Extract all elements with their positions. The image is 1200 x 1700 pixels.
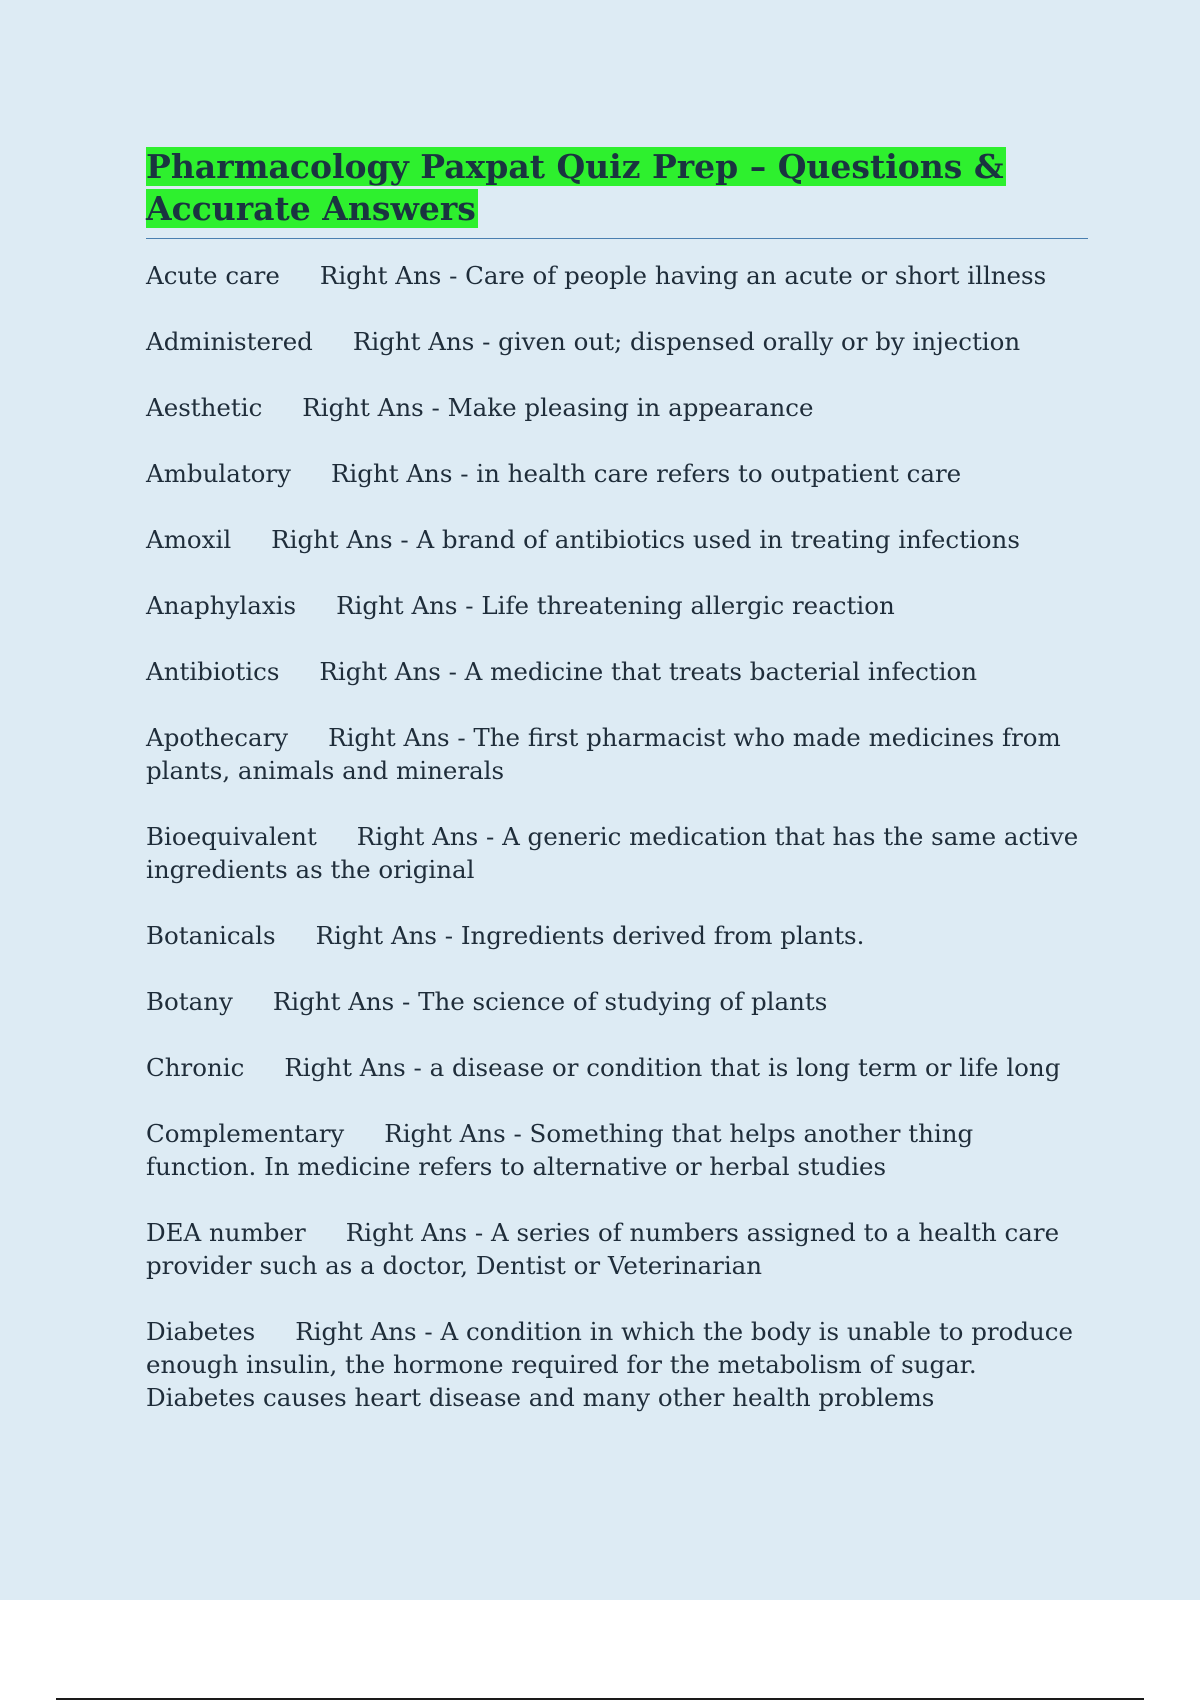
- qa-answer: Right Ans - A medicine that treats bacterial infection: [319, 657, 978, 686]
- qa-answer: Right Ans - in health care refers to outpatient care: [330, 459, 962, 488]
- document-title-text: Pharmacology Paxpat Quiz Prep – Questions & Accurate Answers: [146, 147, 1004, 228]
- qa-list: [146, 259, 1088, 1414]
- title-divider: [146, 238, 1088, 239]
- qa-answer: Right Ans - A condition in which the body is unable to produce enough insulin, the hormone required for the metabolism of sugar. Diabetes causes heart disease and many other health problems: [146, 1317, 1074, 1412]
- qa-term: DEA number: [146, 1218, 306, 1247]
- qa-term: Apothecary: [146, 723, 289, 752]
- qa-answer: Right Ans - A brand of antibiotics used in treating infections: [271, 525, 1020, 554]
- qa-entry: [146, 1315, 1088, 1414]
- qa-entry: [146, 523, 1088, 556]
- qa-entry: [146, 391, 1088, 424]
- qa-answer: Right Ans - A generic medication that has the same active ingredients as the original: [146, 822, 1079, 884]
- qa-entry: [146, 1216, 1088, 1282]
- qa-answer: Right Ans - a disease or condition that is long term or life long: [284, 1053, 1061, 1082]
- qa-term: Botany: [146, 987, 233, 1016]
- qa-answer: Right Ans - Make pleasing in appearance: [302, 393, 814, 422]
- qa-term: Antibiotics: [146, 657, 280, 686]
- qa-answer: Right Ans - Life threatening allergic reaction: [336, 591, 895, 620]
- document-content: [146, 146, 1088, 1447]
- qa-term: Acute care: [146, 261, 280, 290]
- qa-answer: Right Ans - The science of studying of plants: [272, 987, 828, 1016]
- qa-term: Botanicals: [146, 921, 276, 950]
- qa-answer: Right Ans - Care of people having an acute or short illness: [319, 261, 1047, 290]
- qa-entry: [146, 1117, 1088, 1183]
- document-title: [146, 146, 1088, 230]
- qa-answer: Right Ans - given out; dispensed orally or by injection: [352, 327, 1021, 356]
- qa-answer: Right Ans - Ingredients derived from plants.: [315, 921, 865, 950]
- qa-term: Complementary: [146, 1119, 345, 1148]
- qa-entry: [146, 721, 1088, 787]
- qa-entry: [146, 325, 1088, 358]
- qa-term: Anaphylaxis: [146, 591, 297, 620]
- qa-entry: [146, 1051, 1088, 1084]
- qa-answer: Right Ans - Something that helps another thing function. In medicine refers to alternative or herbal studies: [146, 1119, 974, 1181]
- qa-entry: [146, 259, 1088, 292]
- qa-entry: [146, 589, 1088, 622]
- qa-term: Amoxil: [146, 525, 232, 554]
- qa-term: Chronic: [146, 1053, 245, 1082]
- qa-answer: Right Ans - The first pharmacist who made medicines from plants, animals and minerals: [146, 723, 1061, 785]
- qa-entry: [146, 820, 1088, 886]
- qa-term: Bioequivalent: [146, 822, 317, 851]
- qa-term: Diabetes: [146, 1317, 256, 1346]
- qa-entry: [146, 655, 1088, 688]
- qa-entry: [146, 919, 1088, 952]
- qa-answer: Right Ans - A series of numbers assigned to a health care provider such as a doctor, Dentist or Veterinarian: [146, 1218, 1060, 1280]
- qa-entry: [146, 985, 1088, 1018]
- qa-entry: [146, 457, 1088, 490]
- qa-term: Ambulatory: [146, 459, 291, 488]
- qa-term: Administered: [146, 327, 313, 356]
- qa-term: Aesthetic: [146, 393, 263, 422]
